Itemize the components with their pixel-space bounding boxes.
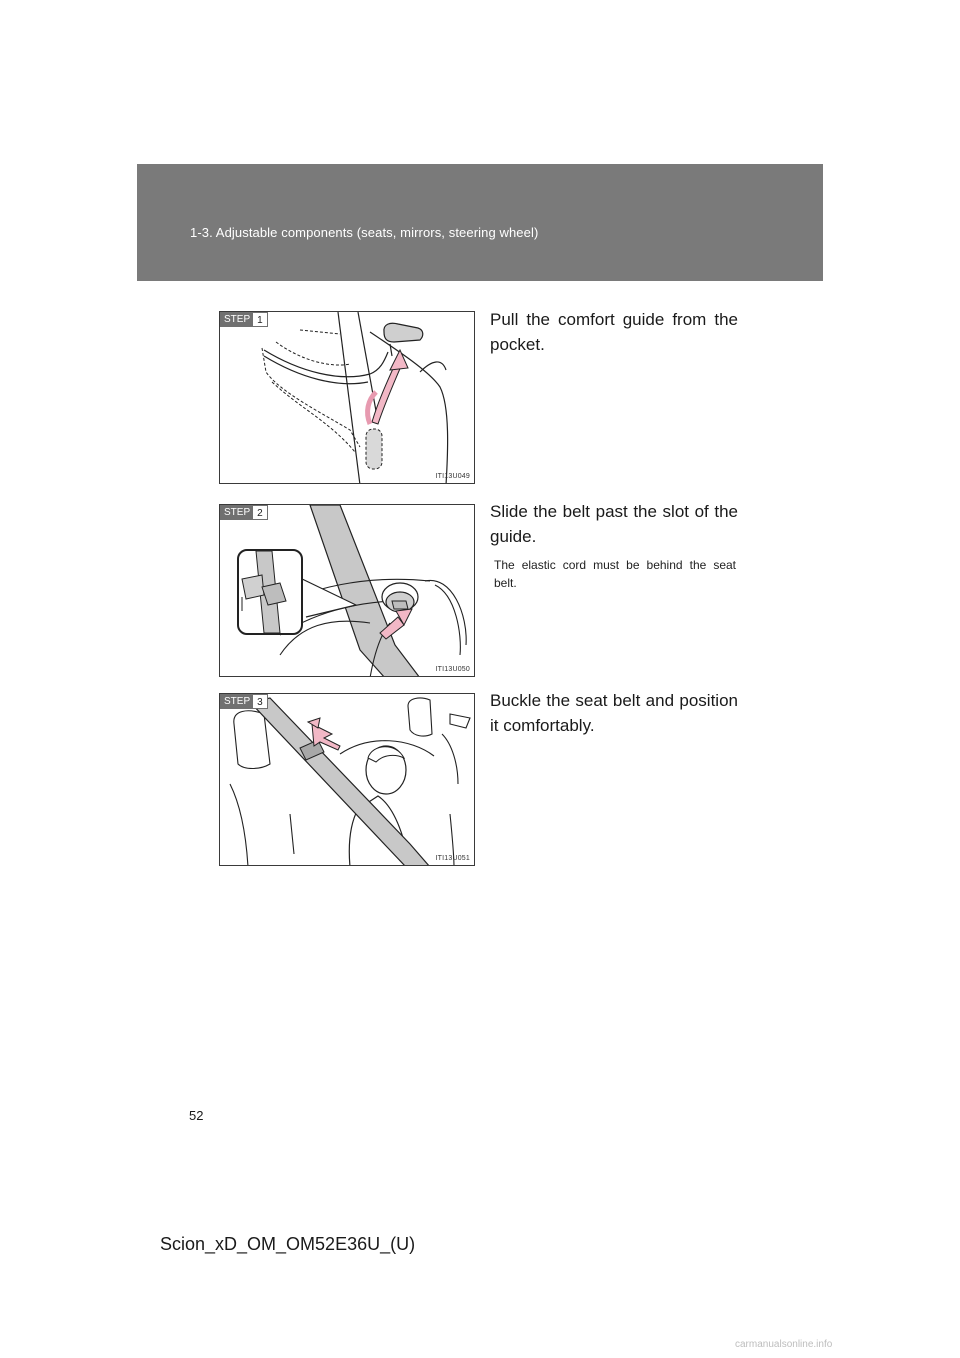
- step-word: STEP: [220, 505, 253, 520]
- step-word: STEP: [220, 694, 253, 709]
- step-number: 3: [253, 694, 268, 709]
- step-1-badge: [220, 312, 268, 327]
- step-2-badge: [220, 505, 268, 520]
- section-title: 1-3. Adjustable components (seats, mirrors, steering wheel): [190, 225, 539, 240]
- page-number: 52: [189, 1108, 204, 1123]
- step-number: 1: [253, 312, 268, 327]
- step-3-badge: [220, 694, 268, 709]
- step-word: STEP: [220, 312, 253, 327]
- watermark: carmanualsonline.info: [735, 1339, 833, 1350]
- step-1-text: Pull the comfort guide from the pocket.: [490, 310, 738, 354]
- step-2-note: The elastic cord must be behind the seat belt.: [494, 558, 736, 590]
- step-2-illustration: [219, 504, 475, 677]
- figure-code: ITI13U050: [435, 666, 470, 673]
- step-1-illustration: [219, 311, 475, 484]
- document-id: Scion_xD_OM_OM52E36U_(U): [160, 1234, 416, 1254]
- seat-belt-buckled-drawing: [220, 694, 475, 866]
- header-band: [137, 164, 823, 281]
- step-number: 2: [253, 505, 268, 520]
- belt-slot-drawing: [220, 505, 475, 677]
- figure-code: ITI13U051: [435, 855, 470, 862]
- comfort-guide-pocket-drawing: [220, 312, 475, 484]
- step-2-text: Slide the belt past the slot of the guide.: [490, 502, 738, 546]
- step-3-illustration: [219, 693, 475, 866]
- figure-code: ITI13U049: [435, 473, 470, 480]
- step-3-text: Buckle the seat belt and position it comfortably.: [490, 691, 738, 735]
